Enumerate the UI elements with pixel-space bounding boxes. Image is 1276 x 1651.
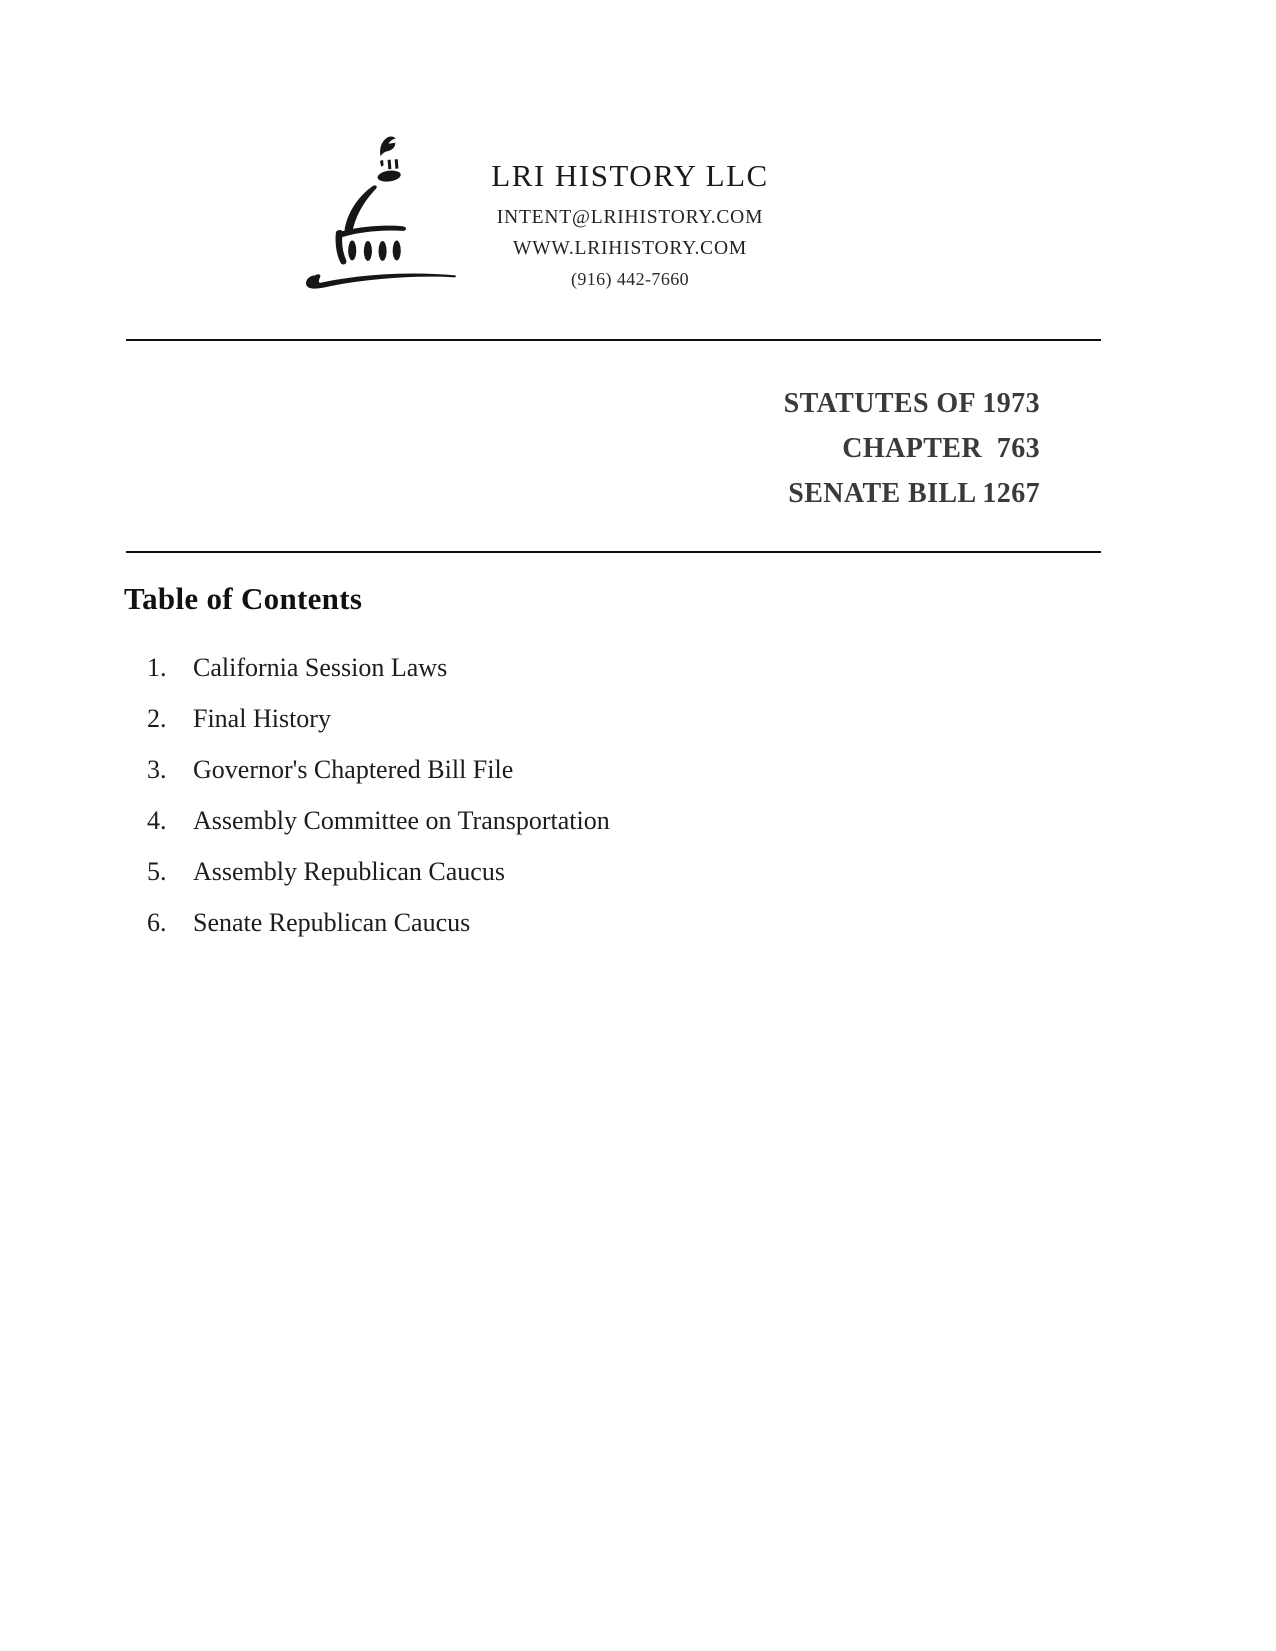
toc-item-number: 4.: [147, 806, 167, 835]
toc-list: [147, 654, 610, 960]
divider-top: [126, 339, 1101, 341]
toc-item-label: Assembly Committee on Transportation: [193, 806, 610, 835]
toc-item: [147, 909, 610, 937]
toc-item-label: Assembly Republican Caucus: [193, 857, 505, 886]
statutes-line: STATUTES OF 1973: [783, 388, 1040, 419]
bill-reference-block: [784, 381, 1040, 516]
toc-item-label: California Session Laws: [193, 653, 448, 682]
toc-item: [147, 807, 610, 835]
toc-item: [147, 756, 610, 784]
toc-item-number: 3.: [147, 755, 167, 784]
senate-bill-line: SENATE BILL 1267: [788, 478, 1040, 509]
company-email: INTENT@LRIHISTORY.COM: [496, 207, 764, 228]
toc-title: Table of Contents: [124, 581, 363, 616]
toc-item: [147, 654, 610, 682]
toc-item-label: Final History: [193, 704, 331, 733]
toc-item-label: Senate Republican Caucus: [193, 908, 471, 937]
toc-item-number: 1.: [147, 653, 167, 682]
toc-item-number: 6.: [147, 908, 167, 937]
company-name: LRI HISTORY LLC: [491, 158, 769, 193]
toc-item: [147, 705, 610, 733]
divider-bottom: [126, 551, 1101, 553]
chapter-line: CHAPTER 763: [842, 433, 1040, 464]
toc-item-label: Governor's Chaptered Bill File: [193, 755, 514, 784]
company-website: WWW.LRIHISTORY.COM: [513, 238, 747, 259]
toc-item-number: 2.: [147, 704, 167, 733]
letterhead-contact-block: [430, 158, 830, 295]
company-phone: (916) 442-7660: [570, 269, 690, 289]
toc-item: [147, 858, 610, 886]
toc-item-number: 5.: [147, 857, 167, 886]
